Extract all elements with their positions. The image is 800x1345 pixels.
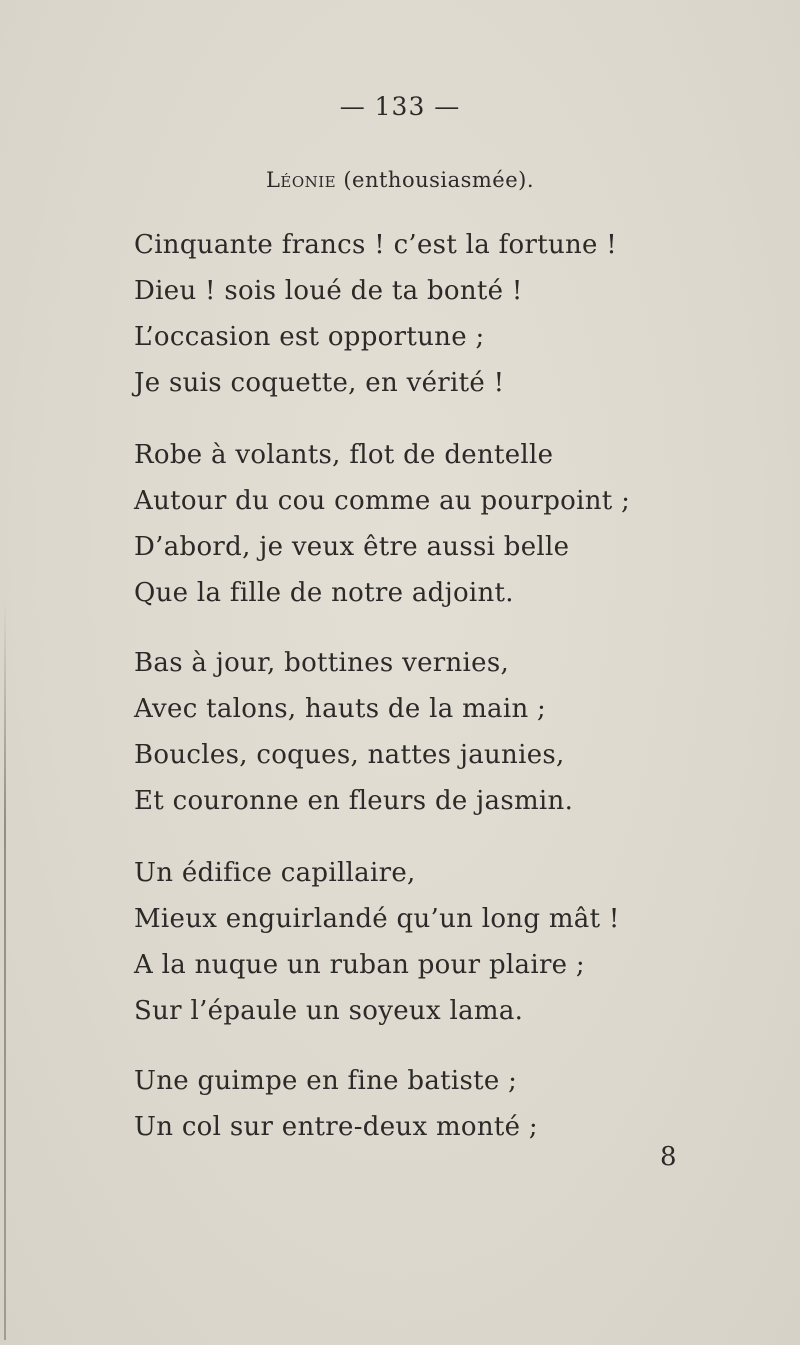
page-edge-shadow (4, 600, 6, 1340)
verse-line: Un col sur entre-deux monté ; (134, 1112, 538, 1142)
stanza-4 (134, 850, 754, 1034)
verse-line: Un édifice capillaire, (134, 858, 416, 888)
verse-line: Autour du cou comme au pourpoint ; (134, 486, 631, 516)
verse-line: Une guimpe en fine batiste ; (134, 1066, 518, 1096)
verse-line: Cinquante francs ! c’est la fortune ! (134, 230, 618, 260)
verse-line: A la nuque un ruban pour plaire ; (134, 950, 585, 980)
page-number: — 133 — (339, 92, 461, 121)
speaker-heading (0, 168, 800, 192)
verse-line: Dieu ! sois loué de ta bonté ! (134, 276, 523, 306)
verse-line: Boucles, coques, nattes jaunies, (134, 740, 565, 770)
verse-line: Mieux enguirlandé qu’un long mât ! (134, 904, 620, 934)
stage-direction: (enthousiasmée). (343, 168, 535, 192)
verse-line: Robe à volants, flot de dentelle (134, 440, 554, 470)
verse-line: Bas à jour, bottines vernies, (134, 648, 510, 678)
stanza-2 (134, 432, 754, 616)
verse-line: Sur l’épaule un soyeux lama. (134, 996, 524, 1026)
verse-line: D’abord, je veux être aussi belle (134, 532, 570, 562)
stanza-5 (134, 1058, 754, 1150)
verse-line: Que la fille de notre adjoint. (134, 578, 514, 608)
verse-line: Avec talons, hauts de la main ; (134, 694, 547, 724)
verse-line: Je suis coquette, en vérité ! (134, 368, 505, 398)
verse-line: Et couronne en fleurs de jasmin. (134, 786, 574, 816)
verse-line: L’occasion est opportune ; (134, 322, 485, 352)
stanza-1 (134, 222, 754, 406)
speaker-name: Léonie (265, 168, 337, 192)
signature-mark: 8 (660, 1142, 677, 1172)
stanza-3 (134, 640, 754, 824)
